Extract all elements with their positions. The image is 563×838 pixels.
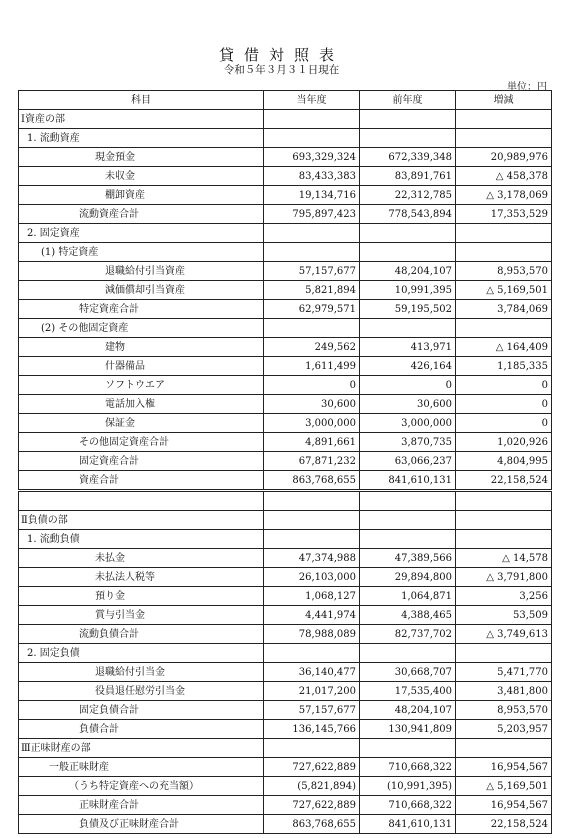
account-name: 未払法人税等 <box>19 568 264 587</box>
change-amount: 3,481,800 <box>456 682 552 701</box>
change-amount: △ 164,409 <box>456 338 552 357</box>
header-change: 増減 <box>456 91 552 110</box>
change-amount <box>456 644 552 663</box>
table-row <box>19 281 552 300</box>
current-year-amount: 249,562 <box>264 338 360 357</box>
previous-year-amount <box>360 224 456 243</box>
previous-year-amount: 841,610,131 <box>360 815 456 834</box>
change-amount <box>456 511 552 530</box>
current-year-amount: 21,017,200 <box>264 682 360 701</box>
account-name: 未収金 <box>19 167 264 186</box>
previous-year-amount <box>360 511 456 530</box>
current-year-amount: 4,891,661 <box>264 433 360 452</box>
current-year-amount: 795,897,423 <box>264 205 360 224</box>
current-year-amount: 62,979,571 <box>264 300 360 319</box>
table-row <box>19 148 552 167</box>
change-amount: 22,158,524 <box>456 471 552 491</box>
balance-sheet-table <box>18 90 552 834</box>
current-year-amount: 1,611,499 <box>264 357 360 376</box>
account-name: 未払金 <box>19 549 264 568</box>
current-year-amount: 36,140,477 <box>264 663 360 682</box>
table-row <box>19 414 552 433</box>
previous-year-amount: 778,543,894 <box>360 205 456 224</box>
previous-year-amount: 3,000,000 <box>360 414 456 433</box>
change-amount: 5,203,957 <box>456 720 552 739</box>
previous-year-amount: (10,991,395) <box>360 777 456 796</box>
previous-year-amount <box>360 644 456 663</box>
previous-year-amount: 82,737,702 <box>360 625 456 644</box>
previous-year-amount: 672,339,348 <box>360 148 456 167</box>
table-row <box>19 205 552 224</box>
document-date: 令和５年３月３１日現在 <box>223 64 340 76</box>
table-row <box>19 758 552 777</box>
table-row <box>19 815 552 834</box>
current-year-amount: 5,821,894 <box>264 281 360 300</box>
previous-year-amount: 413,971 <box>360 338 456 357</box>
current-year-amount <box>264 511 360 530</box>
change-amount: 5,471,770 <box>456 663 552 682</box>
account-name: (2) その他固定資産 <box>19 319 264 338</box>
current-year-amount: 57,157,677 <box>264 701 360 720</box>
account-name: 特定資産合計 <box>19 300 264 319</box>
current-year-amount: 47,374,988 <box>264 549 360 568</box>
header-row <box>19 91 552 110</box>
change-amount: △ 3,178,069 <box>456 186 552 205</box>
table-row <box>19 720 552 739</box>
previous-year-amount <box>360 530 456 549</box>
change-amount <box>456 129 552 148</box>
current-year-amount <box>264 739 360 758</box>
previous-year-amount: 48,204,107 <box>360 262 456 281</box>
account-name: 賞与引当金 <box>19 606 264 625</box>
current-year-amount: 863,768,655 <box>264 471 360 491</box>
account-name: 負債合計 <box>19 720 264 739</box>
account-name: Ⅱ負債の部 <box>19 511 264 530</box>
change-amount: △ 5,169,501 <box>456 281 552 300</box>
table-row <box>19 129 552 148</box>
table-row <box>19 167 552 186</box>
change-amount: △ 458,378 <box>456 167 552 186</box>
current-year-amount: 78,988,089 <box>264 625 360 644</box>
table-row <box>19 777 552 796</box>
change-amount: 8,953,570 <box>456 262 552 281</box>
previous-year-amount: 1,064,871 <box>360 587 456 606</box>
account-name: 正味財産合計 <box>19 796 264 815</box>
table-row <box>19 549 552 568</box>
table-row <box>19 376 552 395</box>
previous-year-amount: 47,389,566 <box>360 549 456 568</box>
current-year-amount <box>264 319 360 338</box>
table-row <box>19 625 552 644</box>
previous-year-amount: 10,991,395 <box>360 281 456 300</box>
table-row <box>19 682 552 701</box>
account-name: 2. 固定負債 <box>19 644 264 663</box>
previous-year-amount: 426,164 <box>360 357 456 376</box>
table-row <box>19 224 552 243</box>
account-name: Ⅲ正味財産の部 <box>19 739 264 758</box>
previous-year-amount: 30,668,707 <box>360 663 456 682</box>
previous-year-amount <box>360 739 456 758</box>
change-amount: 20,989,976 <box>456 148 552 167</box>
previous-year-amount: 83,891,761 <box>360 167 456 186</box>
change-amount <box>456 491 552 511</box>
change-amount: 8,953,570 <box>456 701 552 720</box>
previous-year-amount: 48,204,107 <box>360 701 456 720</box>
previous-year-amount <box>360 243 456 262</box>
change-amount: △ 14,578 <box>456 549 552 568</box>
previous-year-amount <box>360 110 456 129</box>
previous-year-amount: 29,894,800 <box>360 568 456 587</box>
table-row <box>19 530 552 549</box>
current-year-amount: (5,821,894) <box>264 777 360 796</box>
previous-year-amount: 0 <box>360 376 456 395</box>
account-name: 棚卸資産 <box>19 186 264 205</box>
current-year-amount <box>264 224 360 243</box>
account-name: 保証金 <box>19 414 264 433</box>
table-row <box>19 243 552 262</box>
previous-year-amount: 22,312,785 <box>360 186 456 205</box>
current-year-amount: 57,157,677 <box>264 262 360 281</box>
current-year-amount: 727,622,889 <box>264 796 360 815</box>
table-row <box>19 701 552 720</box>
table-row <box>19 471 552 491</box>
table-row <box>19 300 552 319</box>
change-amount: △ 3,749,613 <box>456 625 552 644</box>
table-row <box>19 568 552 587</box>
account-name: その他固定資産合計 <box>19 433 264 452</box>
previous-year-amount: 710,668,322 <box>360 796 456 815</box>
table-row <box>19 319 552 338</box>
table-row <box>19 606 552 625</box>
table-row <box>19 491 552 511</box>
change-amount: 1,185,335 <box>456 357 552 376</box>
current-year-amount: 136,145,766 <box>264 720 360 739</box>
account-name: 資産合計 <box>19 471 264 491</box>
table-row <box>19 262 552 281</box>
previous-year-amount: 3,870,735 <box>360 433 456 452</box>
table-row <box>19 357 552 376</box>
change-amount: 16,954,567 <box>456 796 552 815</box>
account-name: Ⅰ資産の部 <box>19 110 264 129</box>
table-row <box>19 110 552 129</box>
previous-year-amount: 710,668,322 <box>360 758 456 777</box>
previous-year-amount: 63,066,237 <box>360 452 456 471</box>
current-year-amount: 863,768,655 <box>264 815 360 834</box>
current-year-amount: 30,600 <box>264 395 360 414</box>
current-year-amount <box>264 644 360 663</box>
change-amount: △ 3,791,800 <box>456 568 552 587</box>
account-name: 退職給付引当金 <box>19 663 264 682</box>
account-name: 負債及び正味財産合計 <box>19 815 264 834</box>
account-name: 退職給付引当資産 <box>19 262 264 281</box>
table-row <box>19 395 552 414</box>
current-year-amount: 727,622,889 <box>264 758 360 777</box>
previous-year-amount: 841,610,131 <box>360 471 456 491</box>
account-name: 固定資産合計 <box>19 452 264 471</box>
header-item: 科目 <box>19 91 264 110</box>
account-name: 2. 固定資産 <box>19 224 264 243</box>
unit-label: 単位：円 <box>507 82 547 93</box>
current-year-amount <box>264 110 360 129</box>
account-name: 減価償却引当資産 <box>19 281 264 300</box>
current-year-amount <box>264 129 360 148</box>
previous-year-amount: 59,195,502 <box>360 300 456 319</box>
table-row <box>19 663 552 682</box>
current-year-amount <box>264 491 360 511</box>
change-amount <box>456 739 552 758</box>
document-title: 貸借対照表 <box>218 46 344 64</box>
previous-year-amount: 17,535,400 <box>360 682 456 701</box>
change-amount: △ 5,169,501 <box>456 777 552 796</box>
current-year-amount: 67,871,232 <box>264 452 360 471</box>
change-amount: 53,509 <box>456 606 552 625</box>
table-body <box>19 110 552 834</box>
current-year-amount: 26,103,000 <box>264 568 360 587</box>
change-amount <box>456 243 552 262</box>
current-year-amount: 19,134,716 <box>264 186 360 205</box>
change-amount: 0 <box>456 395 552 414</box>
header-current-year: 当年度 <box>264 91 360 110</box>
account-name <box>19 491 264 511</box>
current-year-amount: 83,433,383 <box>264 167 360 186</box>
change-amount: 4,804,995 <box>456 452 552 471</box>
table-row <box>19 433 552 452</box>
account-name: 預り金 <box>19 587 264 606</box>
current-year-amount: 3,000,000 <box>264 414 360 433</box>
change-amount <box>456 530 552 549</box>
table-row <box>19 511 552 530</box>
current-year-amount <box>264 530 360 549</box>
previous-year-amount: 30,600 <box>360 395 456 414</box>
current-year-amount: 0 <box>264 376 360 395</box>
account-name: (1) 特定資産 <box>19 243 264 262</box>
previous-year-amount: 130,941,809 <box>360 720 456 739</box>
current-year-amount: 1,068,127 <box>264 587 360 606</box>
table-row <box>19 186 552 205</box>
change-amount: 17,353,529 <box>456 205 552 224</box>
change-amount <box>456 319 552 338</box>
change-amount: 3,784,069 <box>456 300 552 319</box>
table-row <box>19 644 552 663</box>
table-row <box>19 452 552 471</box>
change-amount: 0 <box>456 414 552 433</box>
account-name: 一般正味財産 <box>19 758 264 777</box>
account-name: 現金預金 <box>19 148 264 167</box>
account-name: 建物 <box>19 338 264 357</box>
account-name: 什器備品 <box>19 357 264 376</box>
account-name: 流動負債合計 <box>19 625 264 644</box>
change-amount <box>456 224 552 243</box>
table-row <box>19 338 552 357</box>
table-row <box>19 739 552 758</box>
previous-year-amount <box>360 319 456 338</box>
change-amount: 22,158,524 <box>456 815 552 834</box>
current-year-amount: 693,329,324 <box>264 148 360 167</box>
account-name: 1. 流動資産 <box>19 129 264 148</box>
account-name: 電話加入権 <box>19 395 264 414</box>
header-previous-year: 前年度 <box>360 91 456 110</box>
account-name: 固定負債合計 <box>19 701 264 720</box>
current-year-amount <box>264 243 360 262</box>
change-amount: 3,256 <box>456 587 552 606</box>
current-year-amount: 4,441,974 <box>264 606 360 625</box>
account-name: 流動資産合計 <box>19 205 264 224</box>
account-name: 役員退任慰労引当金 <box>19 682 264 701</box>
change-amount: 0 <box>456 376 552 395</box>
change-amount: 16,954,567 <box>456 758 552 777</box>
previous-year-amount <box>360 129 456 148</box>
account-name: 1. 流動負債 <box>19 530 264 549</box>
change-amount <box>456 110 552 129</box>
account-name: （うち特定資産への充当額） <box>19 777 264 796</box>
change-amount: 1,020,926 <box>456 433 552 452</box>
account-name: ソフトウエア <box>19 376 264 395</box>
table-row <box>19 587 552 606</box>
previous-year-amount: 4,388,465 <box>360 606 456 625</box>
previous-year-amount <box>360 491 456 511</box>
table-row <box>19 796 552 815</box>
